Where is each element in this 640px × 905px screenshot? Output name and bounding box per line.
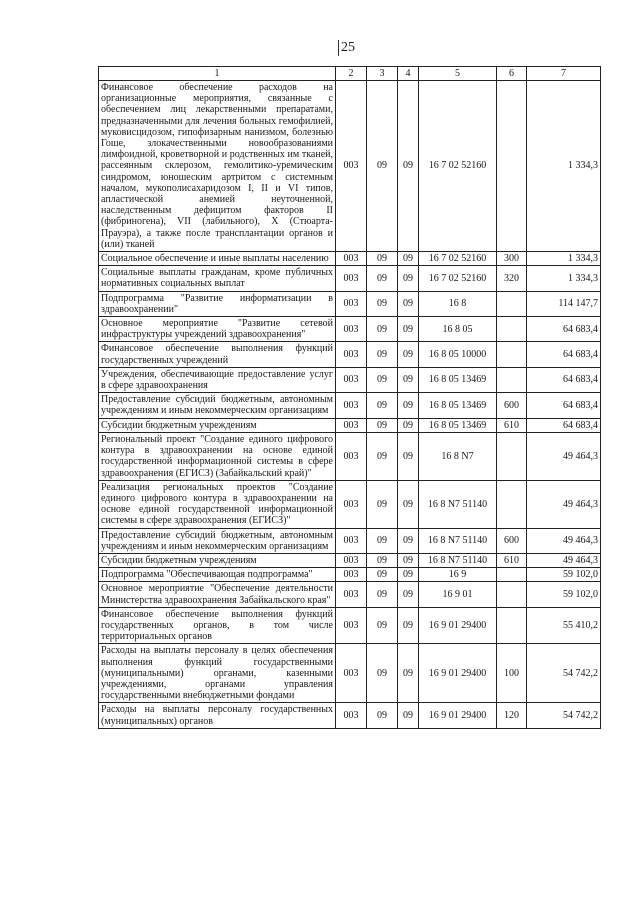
subsection-code-cell: 09 — [398, 252, 419, 266]
row-name-cell: Субсидии бюджетным учреждениям — [99, 418, 336, 432]
subsection-code-cell: 09 — [398, 418, 419, 432]
expense-type-cell: 610 — [497, 553, 527, 567]
section-code-cell: 09 — [367, 644, 398, 703]
expense-type-cell — [497, 607, 527, 644]
target-article-cell: 16 9 01 — [419, 582, 497, 607]
ministry-code-cell: 003 — [336, 81, 367, 252]
expense-type-cell: 600 — [497, 528, 527, 553]
section-code-cell: 09 — [367, 81, 398, 252]
column-header: 5 — [419, 67, 497, 81]
table-row — [99, 393, 601, 418]
table-row — [99, 252, 601, 266]
target-article-cell: 16 9 — [419, 568, 497, 582]
amount-cell: 64 683,4 — [527, 418, 601, 432]
row-name-cell: Финансовое обеспечение расходов на организационные мероприятия, связанные с обеспечением лиц лекарственными препаратами, предназначенными для лечения больных гемофилией, муковисцидозом, гипофизарным нанизмом, болезнью Гоше, злокачественными новообразованиями лимфоидной, кроветворной и родственных им тканей, рассеянным склерозом, гемолитико-уремическим синдромом, юношеским артритом с системным началом, мукополисахаридозом I, II и VI типов, апластической анемией неуточненной, наследственным дефицитом факторов II (фибриногена), VII (лабильного), X (Стюарта-Прауэра), а также после трансплантации органов и (или) тканей — [99, 81, 336, 252]
ministry-code-cell: 003 — [336, 528, 367, 553]
target-article-cell: 16 8 N7 51140 — [419, 553, 497, 567]
row-name-cell: Подпрограмма "Развитие информатизации в здравоохранении" — [99, 291, 336, 316]
section-code-cell: 09 — [367, 291, 398, 316]
ministry-code-cell: 003 — [336, 432, 367, 480]
ministry-code-cell: 003 — [336, 568, 367, 582]
column-header: 7 — [527, 67, 601, 81]
amount-cell: 54 742,2 — [527, 644, 601, 703]
row-name-cell: Финансовое обеспечение выполнения функций государственных органов, в том числе территориальных органов — [99, 607, 336, 644]
ministry-code-cell: 003 — [336, 252, 367, 266]
expense-type-cell: 100 — [497, 644, 527, 703]
table-row — [99, 582, 601, 607]
amount-cell: 64 683,4 — [527, 393, 601, 418]
expense-type-cell — [497, 291, 527, 316]
target-article-cell: 16 9 01 29400 — [419, 644, 497, 703]
subsection-code-cell: 09 — [398, 480, 419, 528]
target-article-cell: 16 8 N7 — [419, 432, 497, 480]
target-article-cell: 16 8 05 13469 — [419, 418, 497, 432]
subsection-code-cell: 09 — [398, 703, 419, 728]
row-name-cell: Предоставление субсидий бюджетным, автономным учреждениям и иным некоммерческим организациям — [99, 393, 336, 418]
table-row — [99, 644, 601, 703]
section-code-cell: 09 — [367, 252, 398, 266]
ministry-code-cell: 003 — [336, 342, 367, 367]
target-article-cell: 16 8 05 13469 — [419, 367, 497, 392]
section-code-cell: 09 — [367, 432, 398, 480]
target-article-cell: 16 8 — [419, 291, 497, 316]
amount-cell: 49 464,3 — [527, 528, 601, 553]
ministry-code-cell: 003 — [336, 418, 367, 432]
expense-type-cell — [497, 367, 527, 392]
expense-type-cell: 320 — [497, 266, 527, 291]
subsection-code-cell: 09 — [398, 291, 419, 316]
row-name-cell: Субсидии бюджетным учреждениям — [99, 553, 336, 567]
section-code-cell: 09 — [367, 582, 398, 607]
column-header: 3 — [367, 67, 398, 81]
target-article-cell: 16 7 02 52160 — [419, 266, 497, 291]
target-article-cell: 16 8 05 13469 — [419, 393, 497, 418]
section-code-cell: 09 — [367, 367, 398, 392]
ministry-code-cell: 003 — [336, 291, 367, 316]
amount-cell: 54 742,2 — [527, 703, 601, 728]
expense-type-cell: 300 — [497, 252, 527, 266]
section-code-cell: 09 — [367, 266, 398, 291]
row-name-cell: Расходы на выплаты персоналу в целях обеспечения выполнения функций государственными (муниципальными) органами, казенными учреждениями, органами управления государственными внебюджетными фондами — [99, 644, 336, 703]
ministry-code-cell: 003 — [336, 367, 367, 392]
subsection-code-cell: 09 — [398, 342, 419, 367]
column-header: 4 — [398, 67, 419, 81]
table-row — [99, 342, 601, 367]
row-name-cell: Социальные выплаты гражданам, кроме публичных нормативных социальных выплат — [99, 266, 336, 291]
section-code-cell: 09 — [367, 607, 398, 644]
amount-cell: 1 334,3 — [527, 266, 601, 291]
section-code-cell: 09 — [367, 703, 398, 728]
amount-cell: 1 334,3 — [527, 252, 601, 266]
ministry-code-cell: 003 — [336, 582, 367, 607]
subsection-code-cell: 09 — [398, 81, 419, 252]
ministry-code-cell: 003 — [336, 266, 367, 291]
table-row — [99, 367, 601, 392]
table-row — [99, 607, 601, 644]
table-row — [99, 291, 601, 316]
table-row — [99, 553, 601, 567]
target-article-cell: 16 8 N7 51140 — [419, 480, 497, 528]
table-row — [99, 418, 601, 432]
amount-cell: 49 464,3 — [527, 480, 601, 528]
row-name-cell: Учреждения, обеспечивающие предоставление услуг в сфере здравоохранения — [99, 367, 336, 392]
section-code-cell: 09 — [367, 568, 398, 582]
table-row — [99, 528, 601, 553]
amount-cell: 64 683,4 — [527, 342, 601, 367]
subsection-code-cell: 09 — [398, 582, 419, 607]
amount-cell: 55 410,2 — [527, 607, 601, 644]
subsection-code-cell: 09 — [398, 607, 419, 644]
row-name-cell: Расходы на выплаты персоналу государственных (муниципальных) органов — [99, 703, 336, 728]
expense-type-cell: 120 — [497, 703, 527, 728]
ministry-code-cell: 003 — [336, 644, 367, 703]
target-article-cell: 16 8 N7 51140 — [419, 528, 497, 553]
row-name-cell: Реализация региональных проектов "Создание единого цифрового контура в здравоохранении на основе единой государственной информационной системы в сфере здравоохранения (ЕГИСЗ)" — [99, 480, 336, 528]
budget-table — [98, 66, 601, 729]
row-name-cell: Основное мероприятие "Обеспечение деятельности Министерства здравоохранения Забайкальского края" — [99, 582, 336, 607]
target-article-cell: 16 9 01 29400 — [419, 703, 497, 728]
row-name-cell: Финансовое обеспечение выполнения функций государственных учреждений — [99, 342, 336, 367]
ministry-code-cell: 003 — [336, 553, 367, 567]
row-name-cell: Основное мероприятие "Развитие сетевой инфраструктуры учреждений здравоохранения" — [99, 317, 336, 342]
row-name-cell: Социальное обеспечение и иные выплаты населению — [99, 252, 336, 266]
column-header: 2 — [336, 67, 367, 81]
table-row — [99, 317, 601, 342]
subsection-code-cell: 09 — [398, 553, 419, 567]
target-article-cell: 16 8 05 — [419, 317, 497, 342]
subsection-code-cell: 09 — [398, 367, 419, 392]
ministry-code-cell: 003 — [336, 393, 367, 418]
ministry-code-cell: 003 — [336, 703, 367, 728]
subsection-code-cell: 09 — [398, 568, 419, 582]
amount-cell: 64 683,4 — [527, 367, 601, 392]
expense-type-cell — [497, 342, 527, 367]
table-row — [99, 266, 601, 291]
column-header: 1 — [99, 67, 336, 81]
subsection-code-cell: 09 — [398, 432, 419, 480]
table-row — [99, 432, 601, 480]
expense-type-cell: 610 — [497, 418, 527, 432]
subsection-code-cell: 09 — [398, 644, 419, 703]
expense-type-cell — [497, 81, 527, 252]
page-number: 25 — [338, 40, 355, 56]
row-name-cell: Подпрограмма "Обеспечивающая подпрограмма" — [99, 568, 336, 582]
ministry-code-cell: 003 — [336, 317, 367, 342]
amount-cell: 1 334,3 — [527, 81, 601, 252]
target-article-cell: 16 7 02 52160 — [419, 252, 497, 266]
target-article-cell: 16 9 01 29400 — [419, 607, 497, 644]
subsection-code-cell: 09 — [398, 528, 419, 553]
expense-type-cell — [497, 568, 527, 582]
amount-cell: 114 147,7 — [527, 291, 601, 316]
expense-type-cell — [497, 480, 527, 528]
table-row — [99, 81, 601, 252]
expense-type-cell — [497, 432, 527, 480]
section-code-cell: 09 — [367, 528, 398, 553]
subsection-code-cell: 09 — [398, 393, 419, 418]
target-article-cell: 16 7 02 52160 — [419, 81, 497, 252]
amount-cell: 59 102,0 — [527, 568, 601, 582]
column-header: 6 — [497, 67, 527, 81]
row-name-cell: Региональный проект "Создание единого цифрового контура в здравоохранении на основе единой государственной информационной системы в сфере здравоохранения (ЕГИСЗ) (Забайкальский край)" — [99, 432, 336, 480]
expense-type-cell — [497, 582, 527, 607]
section-code-cell: 09 — [367, 480, 398, 528]
row-name-cell: Предоставление субсидий бюджетным, автономным учреждениям и иным некоммерческим организациям — [99, 528, 336, 553]
section-code-cell: 09 — [367, 553, 398, 567]
ministry-code-cell: 003 — [336, 480, 367, 528]
amount-cell: 49 464,3 — [527, 432, 601, 480]
target-article-cell: 16 8 05 10000 — [419, 342, 497, 367]
table-row — [99, 703, 601, 728]
amount-cell: 59 102,0 — [527, 582, 601, 607]
expense-type-cell — [497, 317, 527, 342]
section-code-cell: 09 — [367, 418, 398, 432]
expense-type-cell: 600 — [497, 393, 527, 418]
section-code-cell: 09 — [367, 393, 398, 418]
ministry-code-cell: 003 — [336, 607, 367, 644]
table-row — [99, 480, 601, 528]
section-code-cell: 09 — [367, 317, 398, 342]
subsection-code-cell: 09 — [398, 317, 419, 342]
amount-cell: 64 683,4 — [527, 317, 601, 342]
amount-cell: 49 464,3 — [527, 553, 601, 567]
section-code-cell: 09 — [367, 342, 398, 367]
subsection-code-cell: 09 — [398, 266, 419, 291]
table-row — [99, 568, 601, 582]
table-header-row — [99, 67, 601, 81]
